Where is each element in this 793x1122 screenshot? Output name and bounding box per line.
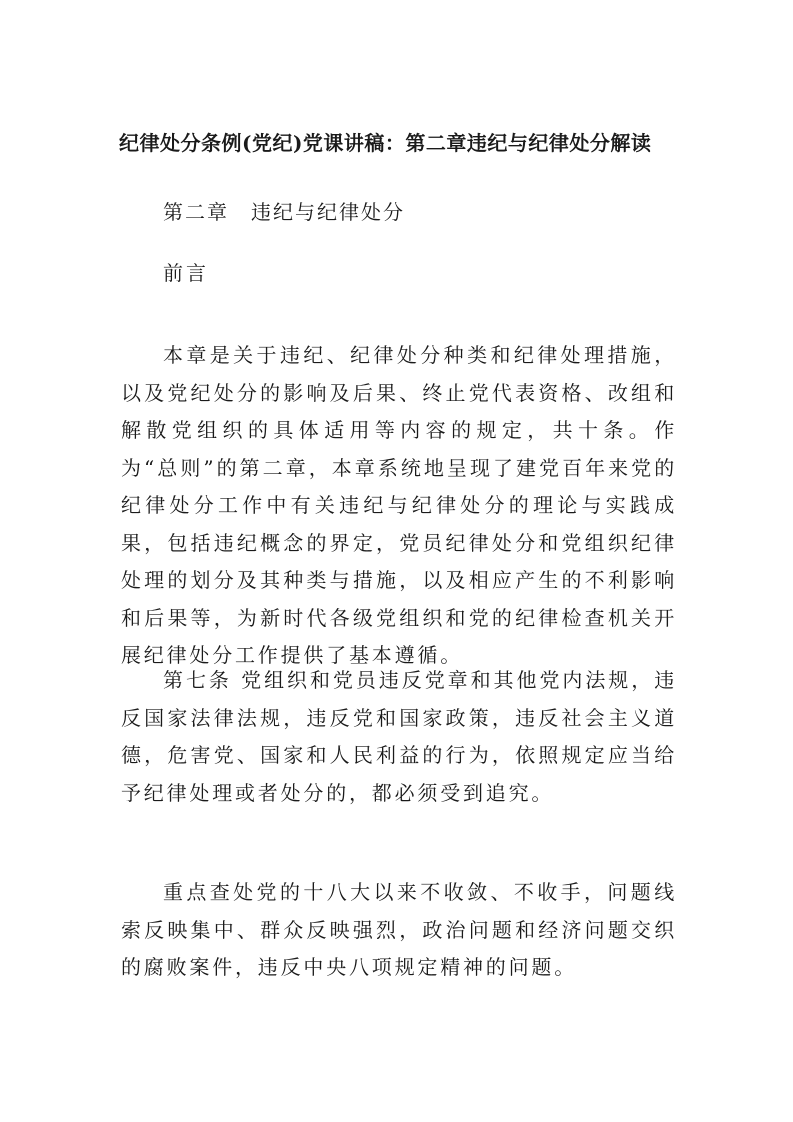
body-paragraph-focus: 重点查处党的十八大以来不收敛、不收手，问题线索反映集中、群众反映强烈，政治问题和经济问题交织的腐败案件，违反中央八项规定精神的问题。 (121, 880, 677, 979)
preface-heading: 前言 (163, 261, 209, 285)
body-paragraph-intro: 本章是关于违纪、纪律处分种类和纪律处理措施，以及党纪处分的影响及后果、终止党代表资格、改组和解散党组织的具体适用等内容的规定，共十条。作为“总则”的第二章，本章系统地呈现了建党百年来党的纪律处分工作中有关违纪与纪律处分的理论与实践成果，包括违纪概念的界定，党员纪律处分和党组织纪律处理的划分及其种类与措施，以及相应产生的不利影响和后果等，为新时代各级党组织和党的纪律检查机关开展纪律处分工作提供了基本遵循。 (121, 343, 677, 667)
body-paragraph-article-7: 第七条 党组织和党员违反党章和其他党内法规，违反国家法律法规，违反党和国家政策，违反社会主义道德，危害党、国家和人民利益的行为，依照规定应当给予纪律处理或者处分的，都必须受到追究。 (121, 668, 677, 805)
chapter-number: 第二章 (163, 200, 229, 224)
document-title: 纪律处分条例(党纪)党课讲稿：第二章违纪与纪律处分解读 (119, 131, 652, 155)
chapter-name: 违纪与纪律处分 (251, 200, 405, 224)
chapter-heading (163, 197, 405, 227)
